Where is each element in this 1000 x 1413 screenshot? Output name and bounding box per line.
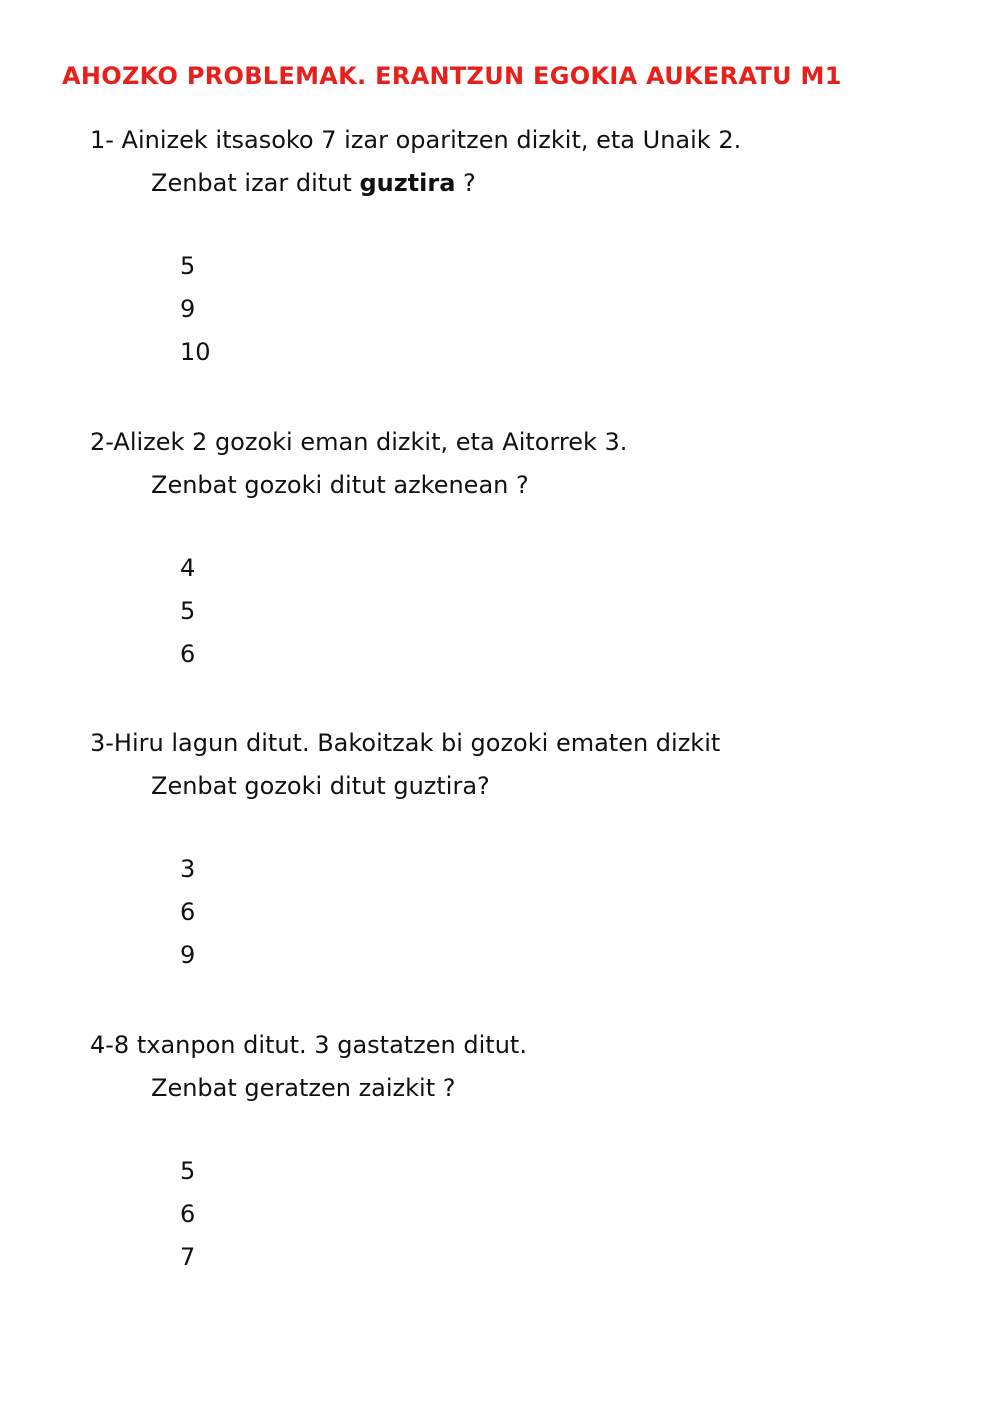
question-4-prompt: Zenbat geratzen zaizkit ? xyxy=(151,1074,456,1102)
question-2-option-3[interactable]: 6 xyxy=(180,640,196,668)
question-1-prompt-text: Zenbat izar ditut xyxy=(151,169,360,197)
question-3-option-3[interactable]: 9 xyxy=(180,941,196,969)
question-1-statement: 1- Ainizek itsasoko 7 izar oparitzen dizkit, eta Unaik 2. xyxy=(90,126,742,154)
question-3 xyxy=(90,722,970,977)
question-1-option-2[interactable]: 9 xyxy=(180,295,196,323)
question-1-option-3[interactable]: 10 xyxy=(180,338,211,366)
question-2-option-2[interactable]: 5 xyxy=(180,597,196,625)
question-2 xyxy=(90,421,970,676)
question-3-option-2[interactable]: 6 xyxy=(180,898,196,926)
question-1-options xyxy=(90,245,970,374)
question-4-options xyxy=(90,1150,970,1279)
question-2-options xyxy=(90,547,970,676)
question-2-prompt: Zenbat gozoki ditut azkenean ? xyxy=(151,471,529,499)
question-4-option-1[interactable]: 5 xyxy=(180,1157,196,1185)
question-1-prompt-bold: guztira xyxy=(359,169,456,197)
question-4-statement: 4-8 txanpon ditut. 3 gastatzen ditut. xyxy=(90,1031,527,1059)
question-3-statement: 3-Hiru lagun ditut. Bakoitzak bi gozoki ematen dizkit xyxy=(90,729,721,757)
question-4-option-2[interactable]: 6 xyxy=(180,1200,196,1228)
question-3-option-1[interactable]: 3 xyxy=(180,855,196,883)
question-4 xyxy=(90,1024,970,1279)
question-2-statement: 2-Alizek 2 gozoki eman dizkit, eta Aitorrek 3. xyxy=(90,428,628,456)
question-1-option-1[interactable]: 5 xyxy=(180,252,196,280)
question-1-prompt xyxy=(90,162,970,205)
question-1-prompt-end: ? xyxy=(455,169,476,197)
question-3-prompt: Zenbat gozoki ditut guztira? xyxy=(151,772,490,800)
question-1 xyxy=(90,119,970,374)
question-4-option-3[interactable]: 7 xyxy=(180,1243,196,1271)
question-2-option-1[interactable]: 4 xyxy=(180,554,196,582)
worksheet-title: AHOZKO PROBLEMAK. ERANTZUN EGOKIA AUKERATU M1 xyxy=(62,62,842,90)
question-3-options xyxy=(90,848,970,977)
